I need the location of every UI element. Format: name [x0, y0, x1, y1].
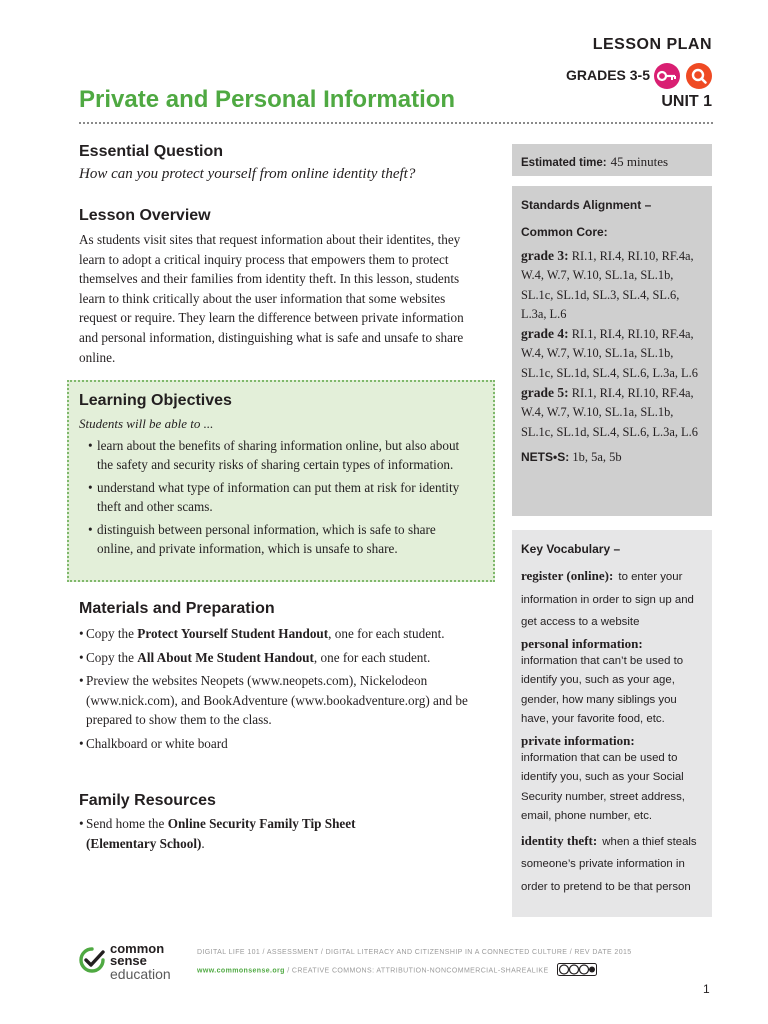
material-item: • Copy the Protect Yourself Student Handout, one for each student.: [79, 624, 479, 644]
vocab-item-personal-information: personal information: information that can’t be used to identify you, such as your age, gender, how many siblings you have, your favorite food, etc.: [521, 635, 684, 725]
objectives-list: [88, 436, 468, 562]
unit-label: UNIT 1: [661, 93, 712, 110]
grade-5-standards: grade 5: RI.1, RI.4, RI.10, RF.4a, W.4, W.7, W.10, SL.1a, SL.1b, SL.1c, SL.1d, SL.4, SL.6, L.3a, L.6: [521, 385, 698, 439]
objective-item: • learn about the benefits of sharing information online, but also about the safety and security risks of sharing certain types of information.: [88, 436, 468, 474]
lesson-overview-text: As students visit sites that request information about their identites, they learn to adopt a critical inquiry process that empowers them to protect themselves and their families from identity theft. In this lesson, students learn to think critically about the user information that some websites request or require. They learn the difference between private information and personal information, distinguishing what is safe and unsafe to share online.: [79, 232, 464, 365]
footer-course-info: DIGITAL LIFE 101 / ASSESSMENT / DIGITAL LITERACY AND CITIZENSHIP IN A CONNECTED CULTURE / REV DATE 2015: [197, 949, 632, 956]
essential-question-heading: Essential Question: [79, 143, 224, 160]
vocab-item-private-information: private information: information that can be used to identify you, such as your Social Security number, street address, email, phone number, etc.: [521, 732, 685, 822]
grades-label: GRADES 3-5: [565, 67, 650, 83]
grade-4-standards: grade 4: RI.1, RI.4, RI.10, RF.4a, W.4, W.7, W.10, SL.1a, SL.1b, SL.1c, SL.1d, SL.4, SL.6, L.3a, L.6: [521, 326, 698, 380]
essential-question-text: How can you protect yourself from online identity theft?: [79, 166, 416, 182]
key-vocabulary-title: Key Vocabulary –: [521, 542, 621, 556]
standards-alignment-box: [512, 186, 712, 516]
learning-objectives-heading: Learning Objectives: [79, 392, 232, 409]
family-resources-heading: Family Resources: [79, 792, 216, 809]
estimated-time-value: 45 minutes: [610, 154, 669, 169]
lesson-overview-heading: Lesson Overview: [79, 207, 211, 224]
grade-3-standards: grade 3: RI.1, RI.4, RI.10, RF.4a, W.4, W.7, W.10, SL.1a, SL.1b, SL.1c, SL.1d, SL.3, SL.4, SL.6, L.3a, L.6: [521, 248, 694, 321]
title-divider: [79, 122, 713, 124]
objectives-intro: Students will be able to ...: [79, 416, 214, 431]
vocab-item-identity-theft: identity theft: when a thief steals someone’s private information in order to pretend to be that person: [521, 832, 697, 893]
footer-url-link[interactable]: www.commonsense.org: [197, 967, 285, 975]
creative-commons-icon: [557, 963, 597, 978]
nets-standards: NETS•S: 1b, 5a, 5b: [521, 449, 622, 464]
material-item: • Preview the websites Neopets (www.neopets.com), Nickelodeon (www.nick.com), and BookAdventure (www.bookadventure.org) and be prepared to show them to the class.: [79, 671, 479, 730]
material-item: • Copy the All About Me Student Handout, one for each student.: [79, 648, 479, 668]
objective-item: • understand what type of information can put them at risk for identity theft and other scams.: [88, 478, 468, 516]
materials-heading: Materials and Preparation: [79, 600, 275, 617]
standards-title: Standards Alignment – Common Core:: [521, 198, 652, 239]
estimated-time-label: Estimated time:: [521, 157, 607, 169]
footer-license-line: [197, 963, 597, 978]
objective-item: • distinguish between personal information, which is safe to share online, and private information, which is unsafe to share.: [88, 520, 468, 558]
family-resources-list: [79, 814, 409, 857]
vocab-item-register: register (online): to enter your information in order to sign up and get access to a website: [521, 568, 694, 628]
key-icon: [654, 63, 680, 89]
page-number: 1: [703, 982, 710, 996]
estimated-time-box: [512, 144, 712, 176]
footer-license-text: / CREATIVE COMMONS: ATTRIBUTION-NONCOMMERCIAL-SHAREALIKE: [287, 967, 549, 975]
common-sense-check-icon: [79, 947, 105, 973]
search-icon: [686, 63, 712, 89]
page-title: Private and Personal Information: [79, 86, 456, 113]
materials-list: [79, 624, 479, 757]
lesson-plan-label: LESSON PLAN: [592, 36, 712, 53]
family-resource-item: • Send home the Online Security Family Tip Sheet (Elementary School).: [79, 814, 409, 853]
material-item: • Chalkboard or white board: [79, 734, 479, 754]
key-vocabulary-box: [512, 530, 712, 917]
common-sense-education-logo: common sense education: [110, 941, 171, 982]
